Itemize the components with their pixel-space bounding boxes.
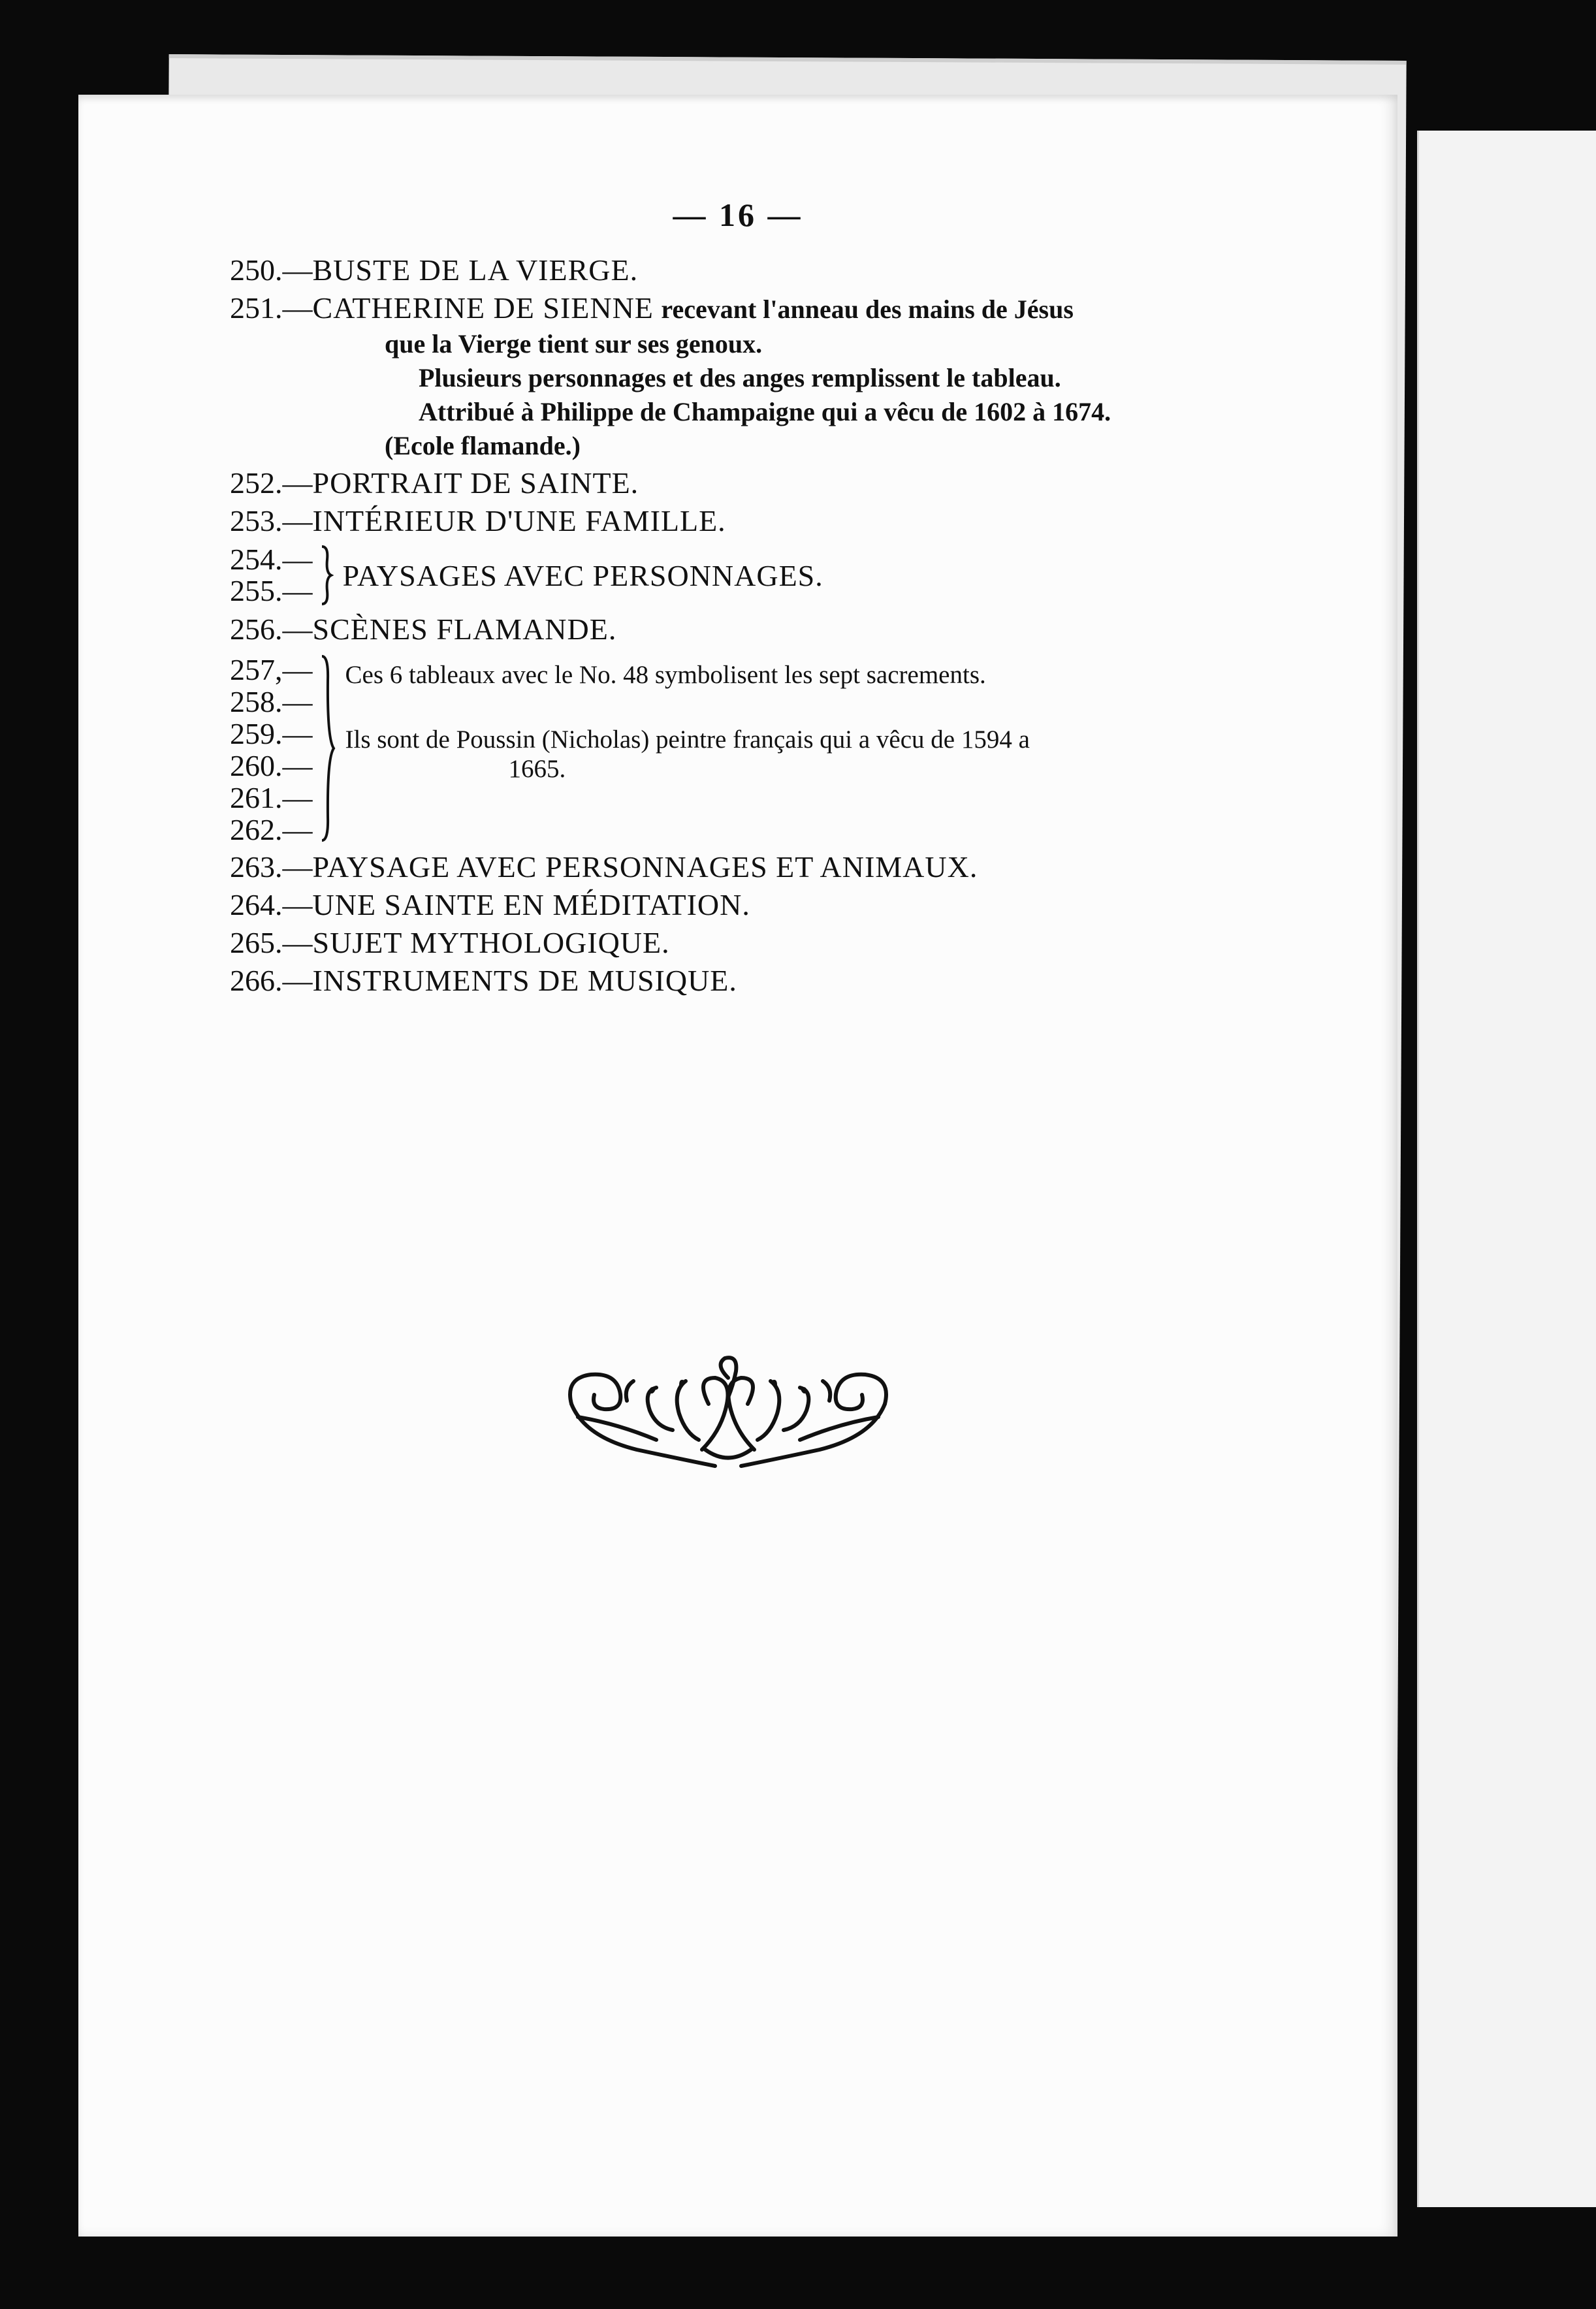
entry-description: recevant l'anneau des mains de Jésus [661,295,1074,324]
group-numbers [230,654,313,846]
entry-number: 262.— [230,813,313,846]
entry-description-line: (Ecole flamande.) [385,431,581,460]
list-item [230,502,1340,540]
entry-description-line: Attribué à Philippe de Champaigne qui a vêcu de 1602 à 1674. [419,397,1111,426]
entry-description-line: que la Vierge tient sur ses genoux. [385,329,763,358]
grouped-entries [230,654,1340,846]
entry-number: 250.— [230,253,313,287]
list-item [230,251,1340,289]
group-description-line: Ils sont de Poussin (Nicholas) peintre français qui a vêcu de 1594 a [345,725,1030,754]
group-numbers [230,544,313,607]
list-item [230,962,1340,1000]
entry-title: PAYSAGE AVEC PERSONNAGES ET ANIMAUX. [312,850,978,884]
group-description [345,654,1030,784]
entry-title: PORTRAIT DE SAINTE. [312,466,639,500]
catalogue-list [230,251,1340,1000]
brace-icon [319,654,336,843]
entry-number: 264.— [230,888,313,921]
list-item [230,289,1340,327]
entry-number: 265.— [230,926,313,959]
entry-title: BUSTE DE LA VIERGE. [312,253,639,287]
entry-number: 260.— [230,749,313,782]
list-item [230,611,1340,648]
list-item [230,886,1340,924]
entry-number: 253.— [230,504,313,537]
list-item [230,848,1340,886]
entry-number: 252.— [230,466,313,500]
list-item [230,464,1340,502]
entry-title: SCÈNES FLAMANDE. [312,613,617,646]
entry-number: 256.— [230,613,313,646]
brace-icon [319,545,334,605]
entry-number: 266.— [230,964,313,997]
document-page [78,95,1397,2237]
entry-number: 257,— [230,653,313,686]
group-description-line: 1665. [508,755,566,783]
entry-description-line: Plusieurs personnages et des anges remplissent le tableau. [419,363,1061,392]
entry-number: 258.— [230,685,313,718]
entry-title: UNE SAINTE EN MÉDITATION. [312,888,750,921]
entry-number: 259.— [230,717,313,750]
ornament-icon [558,1352,898,1476]
entry-number: 251.— [230,291,313,325]
entry-title: CATHERINE DE SIENNE [312,291,654,325]
entry-title: INTÉRIEUR D'UNE FAMILLE. [312,504,726,537]
group-title: PAYSAGES AVEC PERSONNAGES. [342,558,823,592]
page-number: — 16 — [673,197,803,233]
entry-number: 255.— [230,574,313,607]
adjacent-page-edge [1417,131,1596,2207]
entry-number: 263.— [230,850,313,884]
entry-number: 254.— [230,543,313,576]
group-description-line: Ces 6 tableaux avec le No. 48 symbolisent les sept sacrements. [345,661,986,689]
entry-title: INSTRUMENTS DE MUSIQUE. [312,964,737,997]
list-item [230,924,1340,962]
grouped-entries [230,544,1340,607]
entry-number: 261.— [230,781,313,814]
entry-title: SUJET MYTHOLOGIQUE. [312,926,670,959]
